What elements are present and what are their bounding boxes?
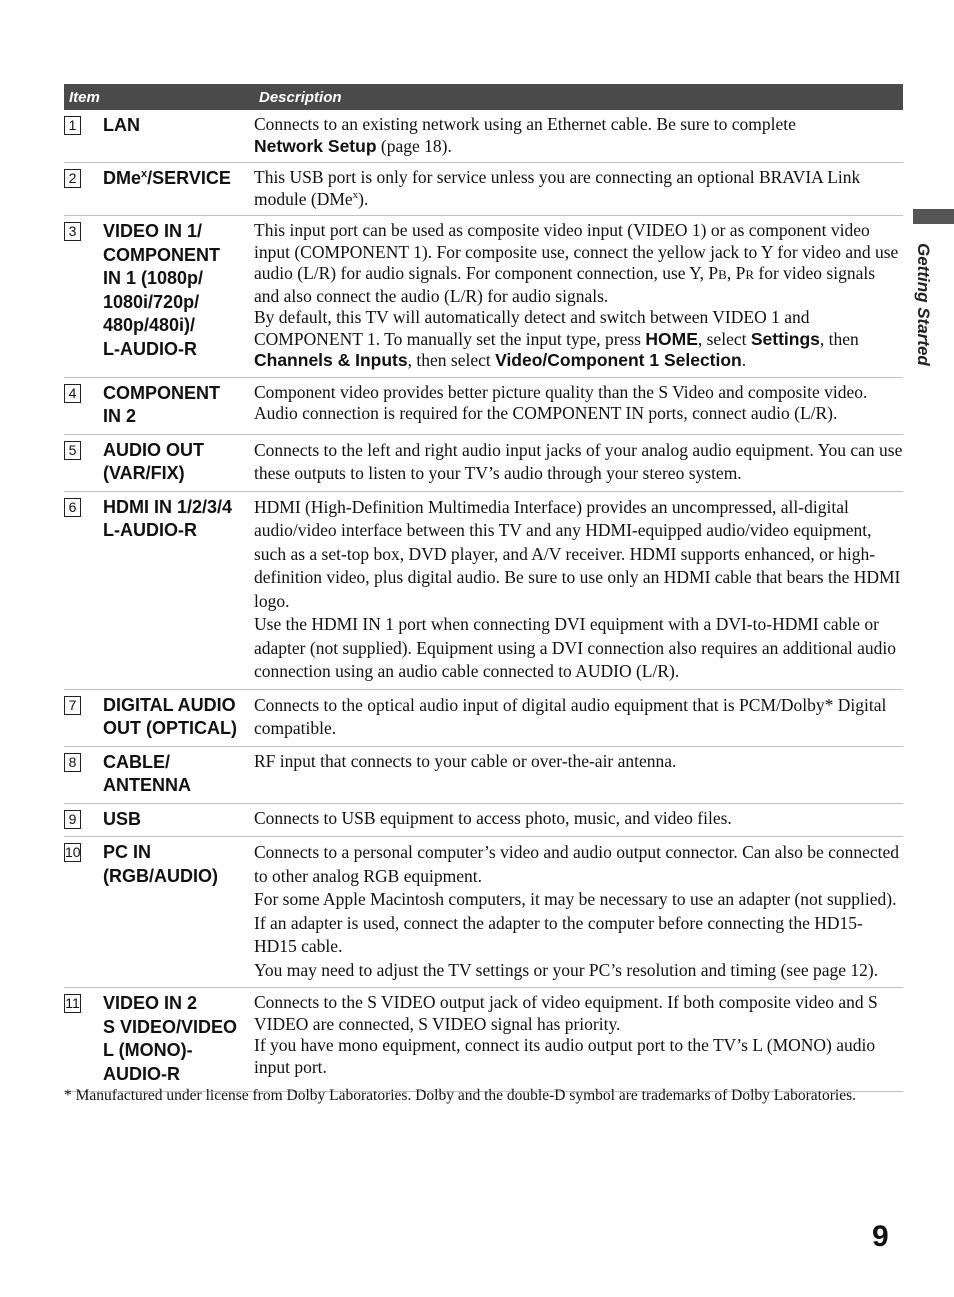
item-number: 3: [64, 222, 81, 241]
item-number: 5: [64, 441, 81, 460]
item-label: DMe$^x$/SERVICE: [103, 168, 231, 188]
table-header: [64, 84, 903, 110]
item-label: USB: [103, 808, 142, 829]
table-row: [64, 435, 903, 492]
section-tab-marker: [913, 209, 954, 224]
item-description: This USB port is only for service unless you are connecting an optional BRAVIA Link module (DMe$^x$).: [254, 167, 861, 209]
item-description: Component video provides better picture quality than the S Video and composite video. Audio connection is required for the COMPONENT IN ports, connect audio (L/R).: [254, 381, 868, 423]
item-description: This input port can be used as composite video input (VIDEO 1) or as component video input (COMPONENT 1). For composite use, connect the yellow jack to Y for video and use audio (L/R) for audio signals. For component connection, use Y, PB, PR for video signals and also connect the audio (L/R) for audio signals. By default, this TV will automatically detect and switch between VIDEO 1 and COMPONENT 1. To manually set the input type, press HOME, select Settings, then Channels & Inputs, then select Video/Component 1 Selection.: [254, 220, 899, 370]
item-number: 4: [64, 384, 81, 403]
item-label: DIGITAL AUDIO OUT (OPTICAL): [103, 694, 237, 738]
item-description: Connects to a personal computer’s video and audio output connector. Can also be connected to other analog RGB equipment. For some Apple Macintosh computers, it may be necessary to use an adapter (not supplied). If an adapter is used, connect the adapter to the computer before connecting the HD15-HD15 cable. You may need to adjust the TV settings or your PC’s resolution and timing (see page 12).: [254, 842, 900, 980]
item-label: CABLE/ ANTENNA: [103, 751, 191, 795]
item-description: Connects to USB equipment to access photo, music, and video files.: [254, 807, 732, 828]
item-description: Connects to an existing network using an Ethernet cable. Be sure to complete Network Setup (page 18).: [254, 114, 796, 156]
item-number: 10: [65, 844, 81, 860]
footnote: * Manufactured under license from Dolby Laboratories. Dolby and the double-D symbol are trademarks of Dolby Laboratories.: [64, 1087, 856, 1104]
item-number: 7: [64, 696, 81, 715]
item-label: AUDIO OUT (VAR/FIX): [103, 439, 204, 483]
item-number: 1: [64, 116, 81, 135]
table-row: [64, 690, 903, 747]
item-label: LAN: [103, 115, 140, 135]
table-row: [64, 804, 903, 838]
item-label: HDMI IN 1/2/3/4 L-AUDIO-R: [103, 496, 233, 540]
table-row: [64, 378, 903, 435]
table-row: [64, 163, 903, 216]
table-row: [64, 110, 903, 163]
section-tab-label: Getting Started: [914, 243, 933, 366]
header-item: Item: [69, 88, 100, 106]
table-row: [64, 216, 903, 378]
item-number: 2: [64, 169, 81, 188]
item-number: 9: [64, 810, 81, 829]
item-label: VIDEO IN 1/ COMPONENT IN 1 (1080p/ 1080i/720p/ 480p/480i)/ L-AUDIO-R: [103, 221, 220, 359]
item-description: Connects to the optical audio input of digital audio equipment that is PCM/Dolby* Digital compatible.: [254, 694, 887, 738]
item-description: HDMI (High-Definition Multimedia Interface) provides an uncompressed, all-digital audio/video interface between this TV and any HDMI-equipped audio/video equipment, such as a set-top box, DVD player, and A/V receiver. HDMI supports enhanced, or high-definition video, plus digital audio. Be sure to use only an HDMI cable that bears the HDMI logo. Use the HDMI IN 1 port when connecting DVI equipment with a DVI-to-HDMI cable or adapter (not supplied). Equipment using a DVI connection also requires an additional audio connection using an audio cable connected to AUDIO (L/R).: [254, 496, 901, 681]
table-row: [64, 747, 903, 804]
table-row: [64, 492, 903, 690]
item-description: Connects to the left and right audio input jacks of your analog audio equipment. You can use these outputs to listen to your TV’s audio through your stereo system.: [254, 439, 903, 483]
header-description: Description: [259, 88, 342, 106]
item-number: 8: [64, 753, 81, 772]
table-row: [64, 837, 903, 988]
item-description: Connects to the S VIDEO output jack of video equipment. If both composite video and S VIDEO are connected, S VIDEO signal has priority. If you have mono equipment, connect its audio output port to the TV’s L (MONO) audio input port.: [254, 992, 878, 1077]
item-description: RF input that connects to your cable or over-the-air antenna.: [254, 750, 677, 771]
table-row: [64, 988, 903, 1092]
item-label: PC IN (RGB/AUDIO): [103, 842, 218, 886]
item-number: 6: [64, 498, 81, 517]
connector-table: [64, 84, 903, 1092]
page-number: 9: [872, 1220, 889, 1253]
item-number: 11: [65, 995, 80, 1011]
item-label: COMPONENT IN 2: [103, 382, 220, 426]
item-label: VIDEO IN 2 S VIDEO/VIDEO L (MONO)- AUDIO-R: [103, 993, 238, 1084]
